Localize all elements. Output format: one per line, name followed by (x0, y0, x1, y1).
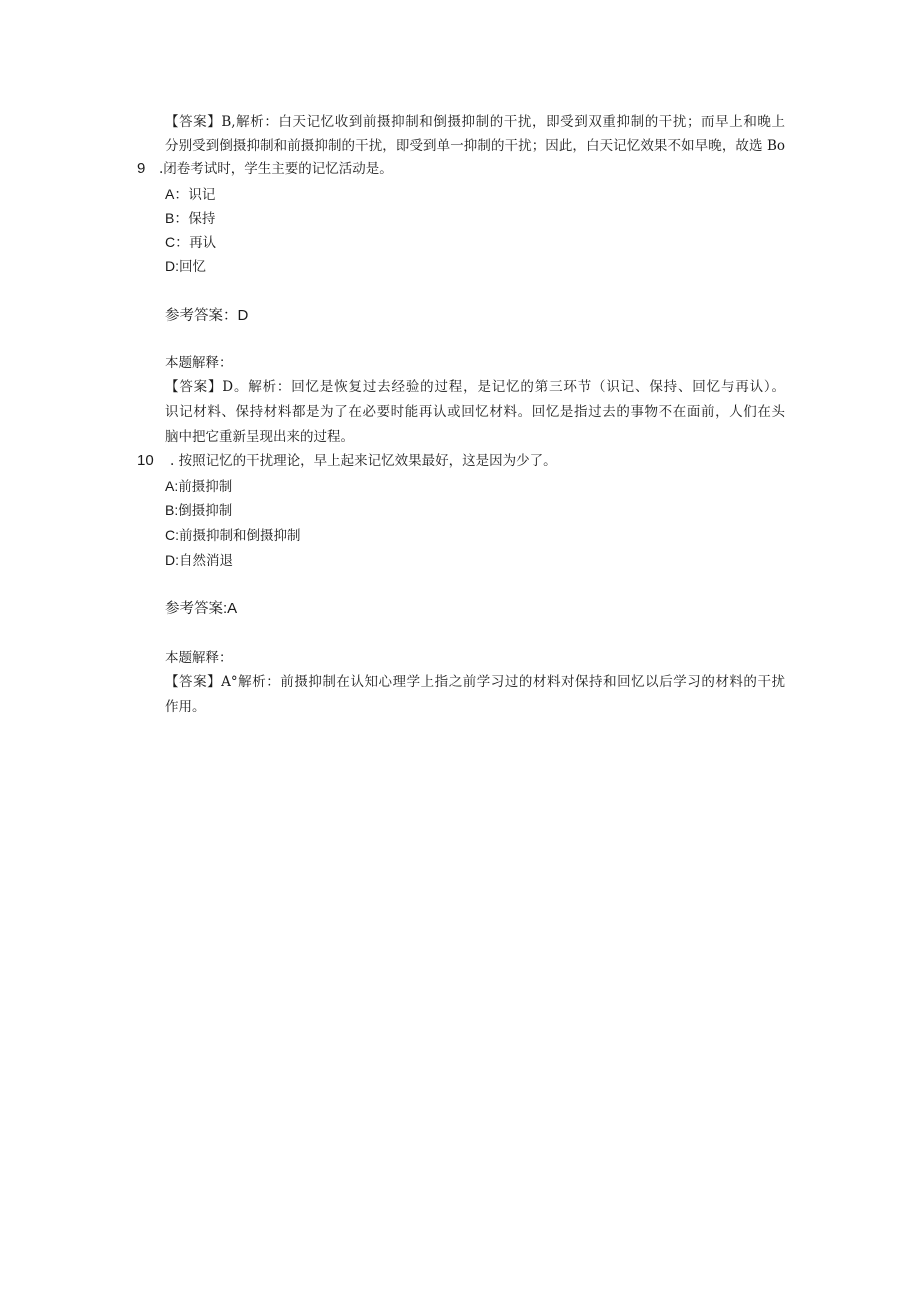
reference-value: :A (223, 600, 238, 617)
q9-option-d (165, 257, 206, 276)
option-key: D: (165, 258, 179, 274)
q9-explain-line-3: 脑中把它重新呈现出来的过程。 (165, 429, 354, 445)
q10-option-c (165, 526, 301, 545)
q9-option-c (165, 233, 216, 252)
q9-stem: .闭卷考试时，学生主要的记忆活动是。 (159, 161, 393, 177)
option-key: B： (165, 210, 189, 226)
option-text: 保持 (188, 211, 216, 227)
q10-option-d (165, 551, 233, 570)
q8-explain-line-2: 分别受到倒摄抑制和前摄抑制的干扰，即受到单一抑制的干扰；因此，白天记忆效果不如早晚，故选 Bo (165, 138, 785, 154)
option-key: A: (165, 478, 179, 494)
option-text: 再认 (189, 235, 217, 251)
option-text: 回忆 (179, 259, 206, 275)
q9-option-a (165, 185, 215, 204)
q9-explain-line-2: 识记材料、保持材料都是为了在必要时能再认或回忆材料。回忆是指过去的事物不在面前，人们在头 (165, 404, 785, 420)
option-text: 倒摄抑制 (178, 503, 233, 519)
q10-reference-answer (165, 599, 237, 619)
q9-explain-label: 本题解释： (165, 355, 233, 371)
option-text: 前摄抑制和倒摄抑制 (179, 528, 301, 544)
q9-explain-line-1: 【答案】D。解析：回忆是恢复过去经验的过程，是记忆的第三环节（识记、保持、回忆与再认）。 (165, 379, 785, 395)
q10-option-b (165, 501, 232, 520)
reference-value: D (237, 307, 249, 324)
q10-explain-line-1: 【答案】A°解析：前摄抑制在认知心理学上指之前学习过的材料对保持和回忆以后学习的材料的干扰 (165, 674, 785, 690)
option-key: A： (165, 186, 189, 202)
q9-option-b (165, 209, 215, 228)
q10-number: 10 (137, 452, 154, 469)
q10-option-a (165, 477, 232, 496)
reference-label: 参考答案 (165, 601, 223, 617)
q10-stem: . 按照记忆的干扰理论，早上起来记忆效果最好，这是因为少了。 (170, 453, 557, 469)
q10-explain-line-2: 作用。 (165, 699, 206, 715)
option-text: 自然消退 (179, 553, 233, 569)
q9-reference-answer (165, 306, 248, 326)
option-key: D: (165, 552, 179, 568)
option-key: C： (165, 234, 190, 250)
q10-explain-label: 本题解释： (165, 650, 233, 666)
option-key: B: (165, 502, 179, 518)
option-key: C: (165, 527, 179, 543)
reference-label: 参考答案： (165, 308, 238, 324)
q9-number: 9 (137, 160, 146, 177)
option-text: 前摄抑制 (178, 479, 233, 495)
option-text: 识记 (188, 187, 216, 203)
q8-explain-line-1: 【答案】B,解析：白天记忆收到前摄抑制和倒摄抑制的干扰，即受到双重抑制的干扰；而早上和晚上 (165, 114, 785, 130)
